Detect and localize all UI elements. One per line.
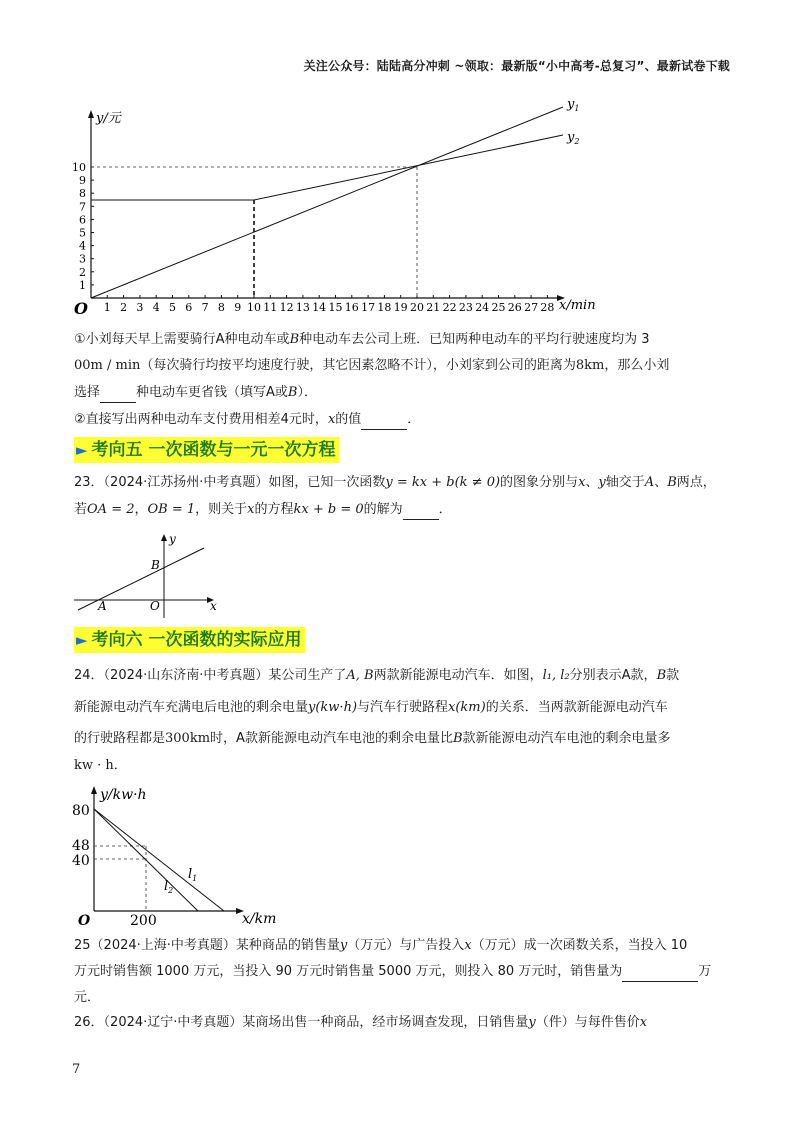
x-tick-label-10: 10: [247, 301, 261, 314]
x-tick-label-14: 14: [312, 301, 327, 314]
q22-line3: 选择 种电动车更省钱（填写A或B）．: [74, 383, 317, 403]
x-tick-label-5: 5: [169, 301, 176, 314]
fig-label-O: O: [150, 599, 160, 613]
x-tick-200: 200: [130, 913, 157, 929]
y-tick-label-10: 10: [72, 161, 86, 174]
x-tick-label-25: 25: [491, 301, 506, 314]
q23-line1: 23．（2024·江苏扬州·中考真题）如图，已知一次函数y = kx + b(k ≠ 0)的图象分别与x、y轴交于A、B两点，: [74, 475, 716, 490]
x-tick-label-19: 19: [393, 301, 408, 314]
cost-time-chart: [60, 95, 620, 325]
x-tick-label-9: 9: [234, 301, 242, 314]
q26-line1: 26．（2024·辽宁·中考真题）某商场出售一种商品，经市场调查发现，日销售量y（件）与每件售价x: [74, 1015, 648, 1030]
page-header: 关注公众号：陆陆高分冲刺 ~领取：最新版“小中高考-总复习”、最新试卷下载: [303, 59, 730, 73]
page-number: 7: [72, 1062, 81, 1077]
l1-line: [94, 809, 224, 911]
y-tick-label-2: 2: [79, 265, 86, 279]
y-tick-label-7: 7: [79, 200, 86, 214]
q22-line4: ②直接写出两种电动车支付费用相差4元时，x的值 ．: [74, 410, 420, 430]
y-axis-label: y/元: [96, 111, 121, 126]
x-axis-label: x/km: [242, 911, 277, 927]
x-tick-label-16: 16: [344, 301, 359, 314]
q23-line2: 若OA = 2，OB = 1，则关于x的方程kx + b = 0的解为 ．: [74, 500, 452, 520]
q25-line1: 25（2024·上海·中考真题）某种商品的销售量y（万元）与广告投入x（万元）成一次函数关系，当投入 10: [74, 938, 688, 953]
y-tick-80: 80: [72, 803, 90, 819]
x-tick-label-11: 11: [263, 301, 278, 314]
q24-line1: 24．（2024·山东济南·中考真题）某公司生产了A, B两款新能源电动汽车．如图，l₁, l₂分别表示A款，B款: [74, 668, 680, 683]
fig-label-A: A: [98, 599, 107, 613]
answer-blank[interactable]: [361, 415, 407, 430]
x-tick-label-22: 22: [442, 301, 457, 314]
series-y1-line: [91, 107, 563, 298]
origin-label: O: [74, 299, 88, 318]
y-axis-arrow: [91, 786, 97, 794]
x-tick-label-27: 27: [524, 301, 539, 314]
series-y2-label: $y_2$: [567, 130, 580, 146]
x-tick-label-7: 7: [201, 301, 209, 314]
x-tick-label-20: 20: [410, 301, 424, 314]
l2-label: $l_2$: [164, 879, 174, 895]
x-tick-label-24: 24: [475, 301, 490, 314]
q22-line1: ①小刘每天早上需要骑行A种电动车或B种电动车去公司上班．已知两种电动车的平均行驶速度均为 3: [74, 332, 650, 347]
q24-line3: 的行驶路程都是300km时，A款新能源电动汽车电池的剩余电量比B款新能源电动汽车电池的剩余电量多: [74, 731, 671, 746]
y-tick-label-5: 5: [79, 226, 86, 240]
q22-line2: 00m / min（每次骑行均按平均速度行驶，其它因素忽略不计），小刘家到公司的距离为8km，那么小刘: [74, 358, 670, 373]
l1-label: $l_1$: [188, 867, 198, 883]
x-tick-label-23: 23: [458, 301, 473, 314]
x-tick-label-15: 15: [328, 301, 343, 314]
x-tick-label-18: 18: [377, 301, 392, 314]
answer-blank[interactable]: [622, 967, 698, 982]
section-heading-5: ► 考向五 一次函数与一元一次方程: [74, 437, 339, 463]
answer-blank[interactable]: [403, 505, 439, 520]
y-tick-48: 48: [72, 838, 90, 854]
x-tick-label-21: 21: [426, 301, 441, 314]
q24-line4: kw · h．: [74, 758, 127, 773]
fig-y-arrow: [161, 534, 167, 541]
answer-blank[interactable]: [100, 388, 136, 403]
q25-line2: 万元时销售额 1000 万元，当投入 90 万元时销售量 5000 万元，则投入 80 万元时，销售量为 万: [74, 962, 711, 982]
x-tick-label-12: 12: [279, 301, 294, 314]
x-tick-label-6: 6: [185, 301, 193, 314]
y-tick-label-8: 8: [79, 187, 86, 201]
y-tick-label-1: 1: [79, 278, 86, 292]
x-tick-label-1: 1: [103, 301, 111, 314]
fig-function-line: [78, 548, 204, 610]
x-tick-label-13: 13: [295, 301, 310, 314]
series-y2-line: [91, 135, 563, 200]
y-axis-label: y/kw·h: [100, 787, 147, 803]
x-tick-label-3: 3: [136, 301, 144, 314]
y-tick-label-6: 6: [79, 213, 86, 227]
y-axis-arrow: [88, 110, 94, 118]
series-y1-label: $y_1$: [567, 97, 580, 113]
x-tick-label-28: 28: [540, 301, 555, 314]
x-tick-label-2: 2: [120, 301, 128, 314]
fig-label-x: x: [210, 599, 217, 613]
fig-label-B: B: [151, 558, 160, 572]
q24-line2: 新能源电动汽车充满电后电池的剩余电量y(kw·h)与汽车行驶路程x(km)的关系．当两款新能源电动汽车: [74, 700, 668, 715]
y-tick-40: 40: [72, 853, 90, 869]
x-tick-label-8: 8: [217, 301, 225, 314]
battery-distance-chart: [68, 780, 308, 930]
y-tick-label-9: 9: [79, 174, 86, 188]
section-heading-6: ► 考向六 一次函数的实际应用: [74, 627, 305, 653]
y-tick-label-4: 4: [79, 239, 86, 253]
fig-label-y: y: [169, 532, 176, 546]
x-tick-label-17: 17: [361, 301, 376, 314]
origin-label: O: [78, 913, 91, 929]
q23-figure: [70, 530, 230, 620]
x-tick-label-4: 4: [152, 301, 160, 314]
q25-line3: 元．: [74, 990, 101, 1005]
x-axis-label: x/min: [559, 298, 596, 313]
y-tick-label-3: 3: [79, 252, 86, 266]
x-tick-label-26: 26: [507, 301, 522, 314]
